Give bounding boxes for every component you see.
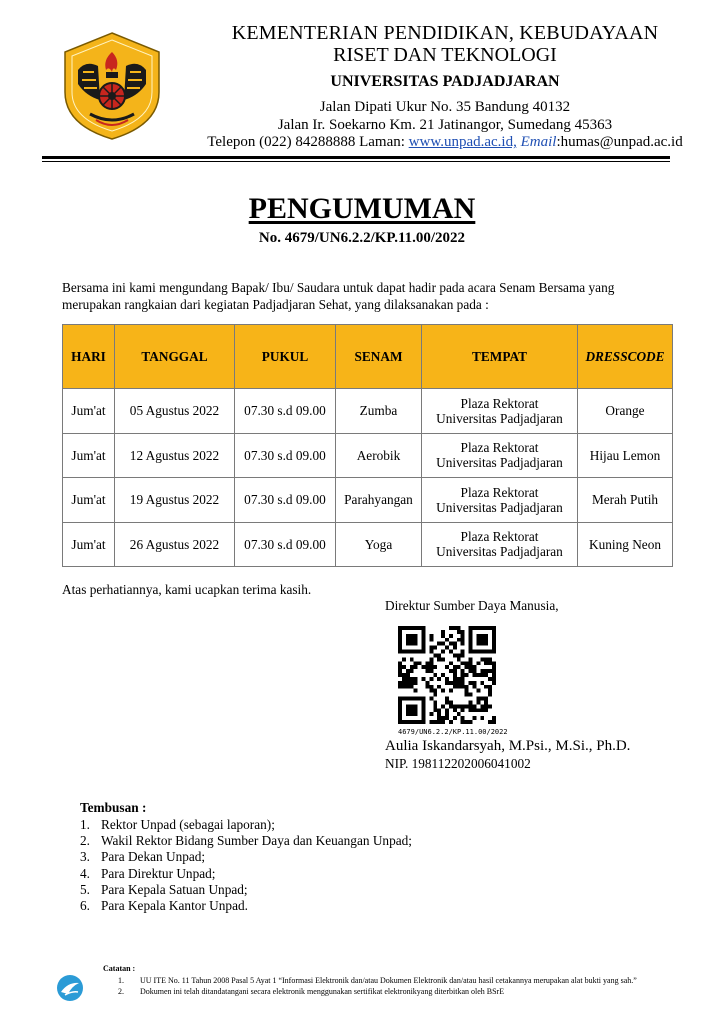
letterhead-rule-thick — [42, 156, 670, 159]
email-address[interactable]: :humas@unpad.ac.id — [556, 134, 683, 150]
cell-pukul: 07.30 s.d 09.00 — [235, 433, 336, 478]
header-tanggal: TANGGAL — [115, 325, 235, 389]
qr-code-icon — [398, 626, 496, 724]
signatory-position: Direktur Sumber Daya Manusia, — [385, 598, 559, 613]
contact-prefix: Telepon (022) 84288888 Laman: — [207, 134, 409, 150]
signatory-nip: NIP. 198112202006041002 — [385, 756, 531, 771]
cell-tanggal: 26 Agustus 2022 — [115, 522, 235, 567]
cell-hari: Jum'at — [63, 389, 115, 434]
cell-pukul: 07.30 s.d 09.00 — [235, 389, 336, 434]
email-label: Email — [520, 134, 557, 150]
header-pukul: PUKUL — [235, 325, 336, 389]
cell-hari: Jum'at — [63, 522, 115, 567]
cell-dresscode: Kuning Neon — [578, 522, 673, 567]
list-item: 1. Rektor Unpad (sebagai laporan); — [80, 817, 275, 832]
cell-tempat: Plaza Rektorat Universitas Padjadjaran — [422, 433, 578, 478]
address-line2: Jalan Ir. Soekarno Km. 21 Jatinangor, Sumedang 45363 — [277, 117, 613, 133]
cell-hari: Jum'at — [63, 478, 115, 523]
cell-tanggal: 05 Agustus 2022 — [115, 389, 235, 434]
cell-pukul: 07.30 s.d 09.00 — [235, 522, 336, 567]
table-row — [63, 478, 673, 523]
cell-hari: Jum'at — [63, 433, 115, 478]
cell-tempat: Plaza Rektorat Universitas Padjadjaran — [422, 522, 578, 567]
intro-paragraph: Bersama ini kami mengundang Bapak/ Ibu/ Saudara untuk dapat hadir pada acara Senam Bersama yang merupakan rangkaian dari kegiatan Padjadjaran Sehat, yang dilaksanakan pada : — [62, 280, 615, 312]
address-line1: Jalan Dipati Ukur No. 35 Bandung 40132 — [319, 99, 571, 115]
list-item: 3. Para Dekan Unpad; — [80, 849, 206, 865]
header-dresscode: DRESSCODE — [578, 325, 673, 389]
table-header-row — [63, 325, 673, 389]
ministry-name-line1: KEMENTERIAN PENDIDIKAN, KEBUDAYAAN — [231, 22, 659, 44]
ministry-name-line2: RISET DAN TEKNOLOGI — [333, 44, 557, 66]
cell-senam: Parahyangan — [336, 478, 422, 523]
list-item: 2. Dokumen ini telah ditandatangani secara elektronik menggunakan sertifikat elektronikyang diterbitkan oleh BSrE — [118, 986, 505, 996]
tembusan-list — [80, 817, 412, 914]
contact-line — [200, 134, 690, 151]
table-row — [63, 389, 673, 434]
cell-dresscode: Hijau Lemon — [578, 433, 673, 478]
cell-dresscode: Merah Putih — [578, 478, 673, 523]
header-hari: HARI — [63, 325, 115, 389]
cell-senam: Yoga — [336, 522, 422, 567]
cell-tempat: Plaza Rektorat Universitas Padjadjaran — [422, 389, 578, 434]
document-title: PENGUMUMAN — [248, 192, 476, 225]
header-tempat: TEMPAT — [422, 325, 578, 389]
cell-pukul: 07.30 s.d 09.00 — [235, 478, 336, 523]
list-item: 6. Para Kepala Kantor Unpad. — [80, 898, 248, 914]
website-link[interactable]: www.unpad.ac.id, — [408, 134, 517, 150]
cell-senam: Aerobik — [336, 433, 422, 478]
list-item: 2. Wakil Rektor Bidang Sumber Daya dan Keuangan Unpad; — [80, 833, 412, 849]
schedule-table — [62, 324, 673, 567]
list-item: 1. UU ITE No. 11 Tahun 2008 Pasal 5 Ayat 1 “Informasi Elektronik dan/atau Dokumen Elektronik dan/atau hasil cetakannya merupakan alat bukti yang sah.” — [118, 976, 637, 985]
cell-tanggal: 19 Agustus 2022 — [115, 478, 235, 523]
signatory-name: Aulia Iskandarsyah, M.Psi., M.Si., Ph.D. — [385, 738, 631, 754]
university-logo — [56, 30, 168, 142]
bsre-logo-icon — [56, 974, 84, 1002]
table-row — [63, 522, 673, 567]
table-row — [63, 433, 673, 478]
closing-sentence: Atas perhatiannya, kami ucapkan terima kasih. — [62, 582, 312, 597]
document-number: No. 4679/UN6.2.2/KP.11.00/2022 — [258, 230, 466, 246]
cell-dresscode: Orange — [578, 389, 673, 434]
tembusan-heading: Tembusan : — [80, 800, 147, 815]
catatan-heading: Catatan : — [103, 964, 136, 973]
qr-caption: 4679/UN6.2.2/KP.11.00/2022 — [398, 728, 508, 736]
letterhead-rule-thin — [42, 161, 670, 162]
list-item: 5. Para Kepala Satuan Unpad; — [80, 881, 248, 897]
cell-senam: Zumba — [336, 389, 422, 434]
cell-tempat: Plaza Rektorat Universitas Padjadjaran — [422, 478, 578, 523]
header-senam: SENAM — [336, 325, 422, 389]
list-item: 4. Para Direktur Unpad; — [80, 865, 216, 881]
cell-tanggal: 12 Agustus 2022 — [115, 433, 235, 478]
catatan-list — [118, 976, 703, 997]
university-name: UNIVERSITAS PADJADJARAN — [330, 73, 560, 90]
